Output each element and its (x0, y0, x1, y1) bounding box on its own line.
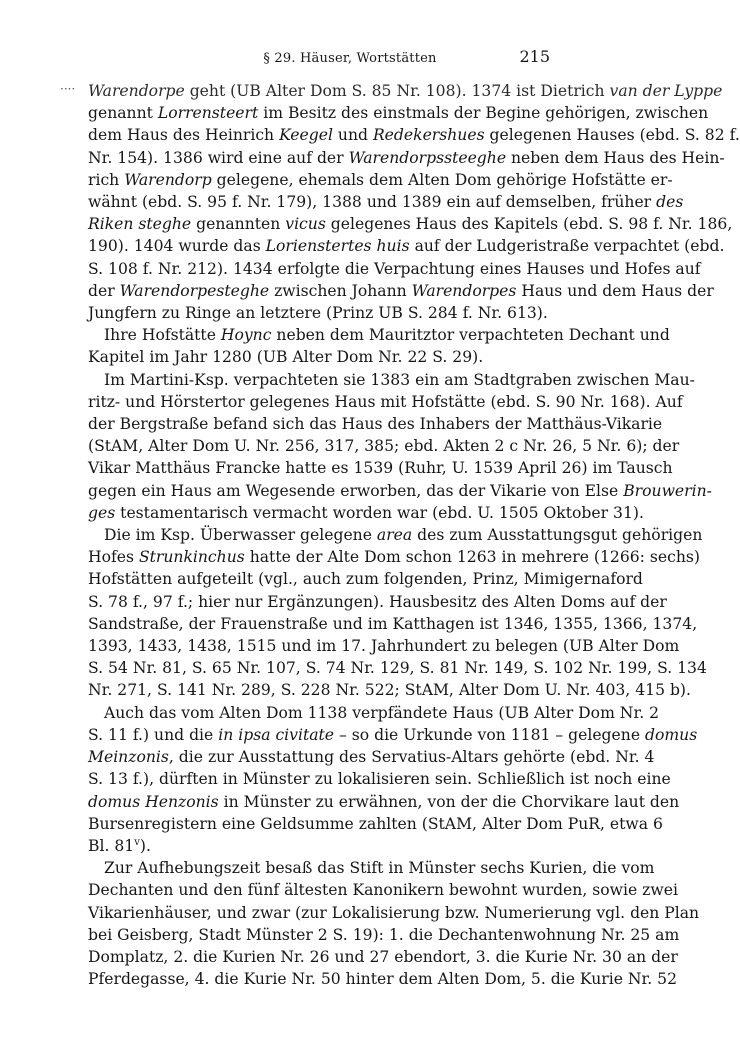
text-line: Jungfern zu Ringe an letztere (Prinz UB S. 284 f. Nr. 613). (88, 304, 548, 323)
text-line: ges testamentarisch vermacht worden war (ebd. U. 1505 Oktober 31). (88, 503, 644, 522)
text-line: Bl. 81$^v$). (88, 836, 151, 855)
text-line: Vikarienhäuser, und zwar (zur Lokalisierung bzw. Numerierung vgl. den Plan (88, 903, 700, 922)
text-line: S. 108 f. Nr. 212). 1434 erfolgte die Verpachtung eines Hauses und Hofes auf (88, 259, 701, 278)
text-line: Hofes Strunkinchus hatte der Alte Dom schon 1263 in mehrere (1266: sechs) (88, 548, 700, 567)
text-line: Ihre Hofstätte Hoync neben dem Mauritztor verpachteten Dechant und (104, 326, 670, 345)
text-line: Auch das vom Alten Dom 1138 verpfändete Haus (UB Alter Dom Nr. 2 (104, 703, 660, 722)
text-line: S. 78 f., 97 f.; hier nur Ergänzungen). Hausbesitz des Alten Doms auf der (88, 592, 667, 611)
text-line: Nr. 271, S. 141 Nr. 289, S. 228 Nr. 522; StAM, Alter Dom U. Nr. 403, 415 b). (88, 681, 691, 700)
text-line: genannt Lorrensteert im Besitz des einstmals der Begine gehörigen, zwischen (88, 104, 709, 123)
text-line: Nr. 154). 1386 wird eine auf der Warendorpssteeghe neben dem Haus des Hein- (88, 148, 725, 167)
text-line: Bursenregistern eine Geldsumme zahlten (StAM, Alter Dom PuR, etwa 6 (88, 814, 663, 833)
text-line: domus Henzonis in Münster zu erwähnen, von der die Chorvikare laut den (88, 792, 680, 811)
running-head: § 29. Häuser, Wortstätten (263, 51, 437, 66)
text-line: der Bergstraße befand sich das Haus des Inhabers der Matthäus-Vikarie (88, 415, 663, 434)
text-line: Zur Aufhebungszeit besaß das Stift in Münster sechs Kurien, die vom (104, 859, 655, 878)
text-line: Sandstraße, der Frauenstraße und im Katthagen ist 1346, 1355, 1366, 1374, (88, 614, 698, 633)
text-line: ritz- und Hörstertor gelegenes Haus mit Hofstätte (ebd. S. 90 Nr. 168). Auf (88, 392, 683, 411)
text-line: rich Warendorp gelegene, ehemals dem Alten Dom gehörige Hofstätte er- (88, 170, 673, 189)
body-text (60, 80, 740, 990)
page-header (0, 47, 700, 71)
text-line: S. 54 Nr. 81, S. 65 Nr. 107, S. 74 Nr. 129, S. 81 Nr. 149, S. 102 Nr. 199, S. 134 (88, 659, 707, 678)
text-line: Im Martini-Ksp. verpachteten sie 1383 ein am Stadtgraben zwischen Mau- (104, 370, 695, 389)
text-line: wähnt (ebd. S. 95 f. Nr. 179), 1388 und 1389 ein auf demselben, früher des (88, 193, 684, 212)
text-line: Die im Ksp. Überwasser gelegene area des zum Ausstattungsgut gehörigen (104, 526, 703, 545)
text-line: S. 11 f.) und die in ipsa civitate – so die Urkunde von 1181 – gelegene domus (88, 725, 698, 744)
text-line: Dechanten und den fünf ältesten Kanonikern bewohnt wurden, sowie zwei (88, 881, 678, 900)
text-line: Domplatz, 2. die Kurien Nr. 26 und 27 ebendort, 3. die Kurie Nr. 30 an der (88, 947, 678, 966)
text-line: S. 13 f.), dürften in Münster zu lokalisieren sein. Schließlich ist noch eine (88, 770, 671, 789)
margin-mark: ···· (60, 82, 76, 96)
text-line: gegen ein Haus am Wegesende erworben, das der Vikarie von Else Brouwerin- (88, 481, 712, 500)
text-line: Hofstätten aufgeteilt (vgl., auch zum folgenden, Prinz, Mimigernaford (88, 570, 643, 589)
text-line: Warendorpe geht (UB Alter Dom S. 85 Nr. 108). 1374 ist Dietrich van der Lyppe ···· (88, 80, 622, 102)
text-line: bei Geisberg, Stadt Münster 2 S. 19): 1. die Dechantenwohnung Nr. 25 am (88, 925, 680, 944)
page-number: 215 (519, 47, 550, 66)
text-line: Pferdegasse, 4. die Kurie Nr. 50 hinter dem Alten Dom, 5. die Kurie Nr. 52 (88, 970, 678, 989)
text-line: Meinzonis, die zur Ausstattung des Servatius-Altars gehörte (ebd. Nr. 4 (88, 748, 655, 767)
text-line: 190). 1404 wurde das Lorienstertes huis auf der Ludgeristraße verpachtet (ebd. (88, 237, 725, 256)
text-line: der Warendorpesteghe zwischen Johann Warendorpes Haus und dem Haus der (88, 281, 714, 300)
text-line: Riken steghe genannten vicus gelegenes Haus des Kapitels (ebd. S. 98 f. Nr. 186, (88, 215, 733, 234)
text-line: Vikar Matthäus Francke hatte es 1539 (Ruhr, U. 1539 April 26) im Tausch (88, 459, 673, 478)
text-line: Kapitel im Jahr 1280 (UB Alter Dom Nr. 22 S. 29). (88, 348, 484, 367)
text-line: 1393, 1433, 1438, 1515 und im 17. Jahrhundert zu belegen (UB Alter Dom (88, 637, 680, 656)
text-line: (StAM, Alter Dom U. Nr. 256, 317, 385; ebd. Akten 2 c Nr. 26, 5 Nr. 6); der (88, 437, 680, 456)
text-line: dem Haus des Heinrich Keegel und Redekershues gelegenen Hauses (ebd. S. 82 f. (88, 126, 740, 145)
